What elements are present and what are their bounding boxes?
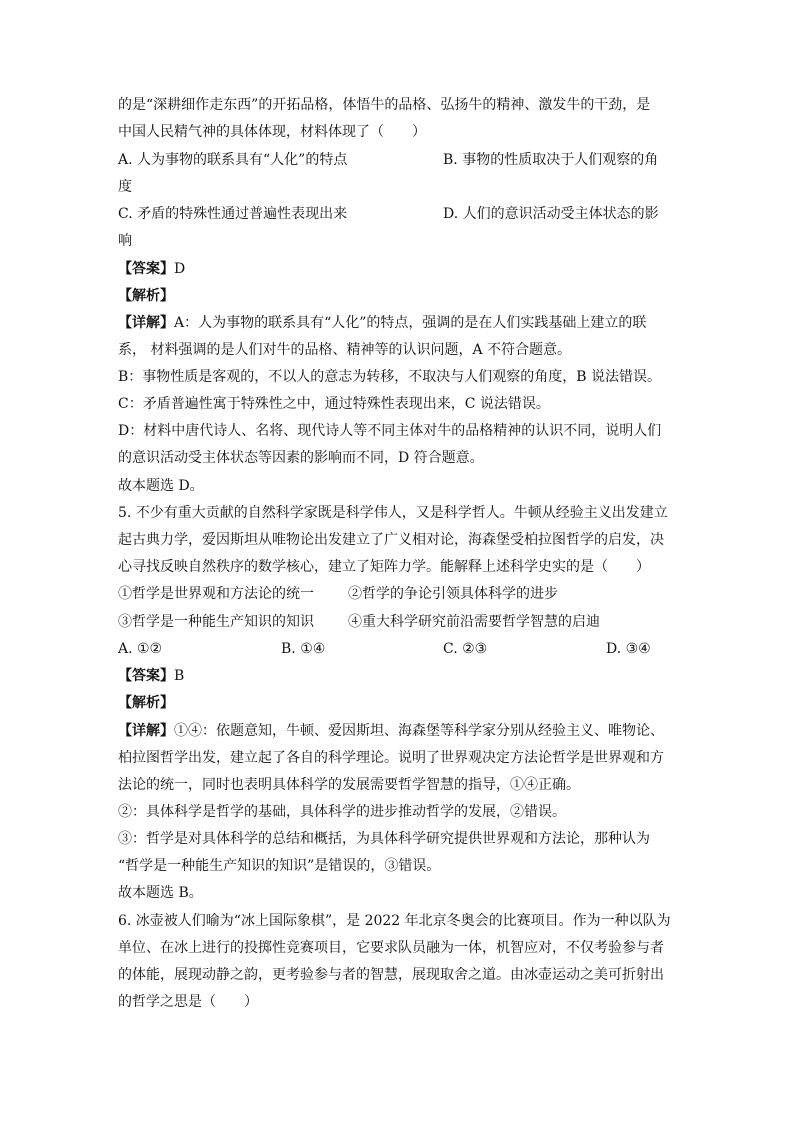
- q5-detail-line-1: [118, 721, 678, 741]
- q5-detail-line-2: 柏拉图哲学出发，建立起了各自的科学理论。说明了世界观决定方法论哲学是世界观和方: [118, 750, 664, 766]
- q4-detail-tag: 【详解】: [118, 315, 174, 331]
- q5-answer: [118, 666, 678, 686]
- q4-detail-line-1: [118, 313, 678, 333]
- q4-stem-line-1: 的是“深耕细作走东西”的开拓品格，体悟牛的品格、弘扬牛的精神、激发牛的干劲，是: [118, 97, 651, 113]
- q5-analysis-tag: [118, 693, 678, 713]
- q5-answer-tag: 【答案】: [118, 668, 174, 684]
- q6-stem-line-2: 单位、在冰上进行的投掷性竞赛项目，它要求队员融为一体，机智应对，不仅考验参与者: [118, 940, 664, 956]
- q4-answer-tag: 【答案】: [118, 261, 174, 277]
- q4-detail-line-5: D：材料中唐代诗人、名将、现代诗人等不同主体对牛的品格精神的认识不同，说明人们: [118, 423, 662, 439]
- q4-option-b: B. 事物的性质取决于人们观察的角: [443, 152, 659, 168]
- q6-stem-line-1: 6. 冰壶被人们喻为“冰上国际象棋”，是 2022 年北京冬奥会的比赛项目。作为一种以队为: [118, 913, 671, 929]
- q5-detail-line-4: ②：具体科学是哲学的基础，具体科学的进步推动哲学的发展，②错误。: [118, 804, 566, 820]
- q5-statement-3: ③哲学是一种能生产知识的知识: [118, 614, 314, 630]
- q5-detail-line-5: ③：哲学是对具体科学的总结和概括，为具体科学研究提供世界观和方法论，那种认为: [118, 831, 650, 847]
- q6-stem-line-3: 的体能，展现动静之韵，更考验参与者的智慧，展现取舍之道。由冰壶运动之美可折射出: [118, 967, 664, 983]
- q5-analysis-label: 【解析】: [118, 695, 174, 711]
- q4-analysis-label: 【解析】: [118, 288, 174, 304]
- q5-option-d: D. ③④: [606, 641, 651, 657]
- q4-detail-line-4: C：矛盾普遍性寓于特殊性之中，通过特殊性表现出来，C 说法错误。: [118, 396, 550, 412]
- q4-answer-value: D: [174, 261, 186, 277]
- q4-detail-line-6: 的意识活动受主体状态等因素的影响而不同，D 符合题意。: [118, 450, 484, 466]
- q4-option-c: C. 矛盾的特殊性通过普遍性表现出来: [118, 206, 348, 222]
- q4-stem-line-2: 中国人民精气神的具体体现，材料体现了（ ）: [118, 124, 426, 140]
- q5-detail-line-6: “哲学是一种能生产知识的知识”是错误的，③错误。: [118, 858, 441, 874]
- q4-detail-line-3: B：事物性质是客观的，不以人的意志为转移，不取决与人们观察的角度，B 说法错误。: [118, 369, 662, 385]
- q4-option-b-cont: 度: [118, 179, 132, 195]
- q5-stem-line-3: 心寻找反映自然秩序的数学核心，建立了矩阵力学。能解释上述科学史实的是（ ）: [118, 559, 650, 575]
- q4-option-a: A. 人为事物的联系具有“人化”的特点: [118, 152, 348, 168]
- q4-option-d-cont: 响: [118, 233, 132, 249]
- q4-answer: [118, 259, 678, 279]
- q5-detail-line-3: 法论的统一，同时也表明具体科学的发展需要哲学智慧的指导，①④正确。: [118, 777, 580, 793]
- q4-detail-line-2: 系， 材料强调的是人们对牛的品格、精神等的认识问题，A 不符合题意。: [118, 342, 572, 358]
- q5-statement-1: ①哲学是世界观和方法论的统一: [118, 586, 314, 602]
- q5-option-c: C. ②③: [443, 641, 488, 657]
- q5-stem-line-1: 5. 不少有重大贡献的自然科学家既是科学伟人，又是科学哲人。牛顿从经验主义出发建立: [118, 505, 668, 521]
- q5-statement-4: ④重大科学研究前沿需要哲学智慧的启迪: [348, 614, 600, 630]
- q4-conclusion: 故本题选 D。: [118, 478, 204, 494]
- q5-detail-text-1: ①④：依题意知，牛顿、爱因斯坦、海森堡等科学家分别从经验主义、唯物论、: [174, 723, 664, 739]
- q5-option-a: A. ①②: [118, 641, 163, 657]
- q5-stem-line-2: 起古典力学，爱因斯坦从唯物论出发建立了广义相对论，海森堡受柏拉图哲学的启发，决: [118, 532, 664, 548]
- q4-analysis-tag: [118, 286, 678, 306]
- q5-answer-value: B: [174, 668, 185, 684]
- q5-option-b: B. ①④: [281, 641, 326, 657]
- q6-stem-line-4: 的哲学之思是（ ）: [118, 994, 258, 1010]
- q5-detail-tag: 【详解】: [118, 723, 174, 739]
- q4-option-d: D. 人们的意识活动受主体状态的影: [443, 206, 659, 222]
- q5-statement-2: ②哲学的争论引领具体科学的进步: [348, 586, 558, 602]
- q5-conclusion: 故本题选 B。: [118, 885, 203, 901]
- q4-detail-text-1: A：人为事物的联系具有“人化”的特点，强调的是在人们实践基础上建立的联: [174, 315, 647, 331]
